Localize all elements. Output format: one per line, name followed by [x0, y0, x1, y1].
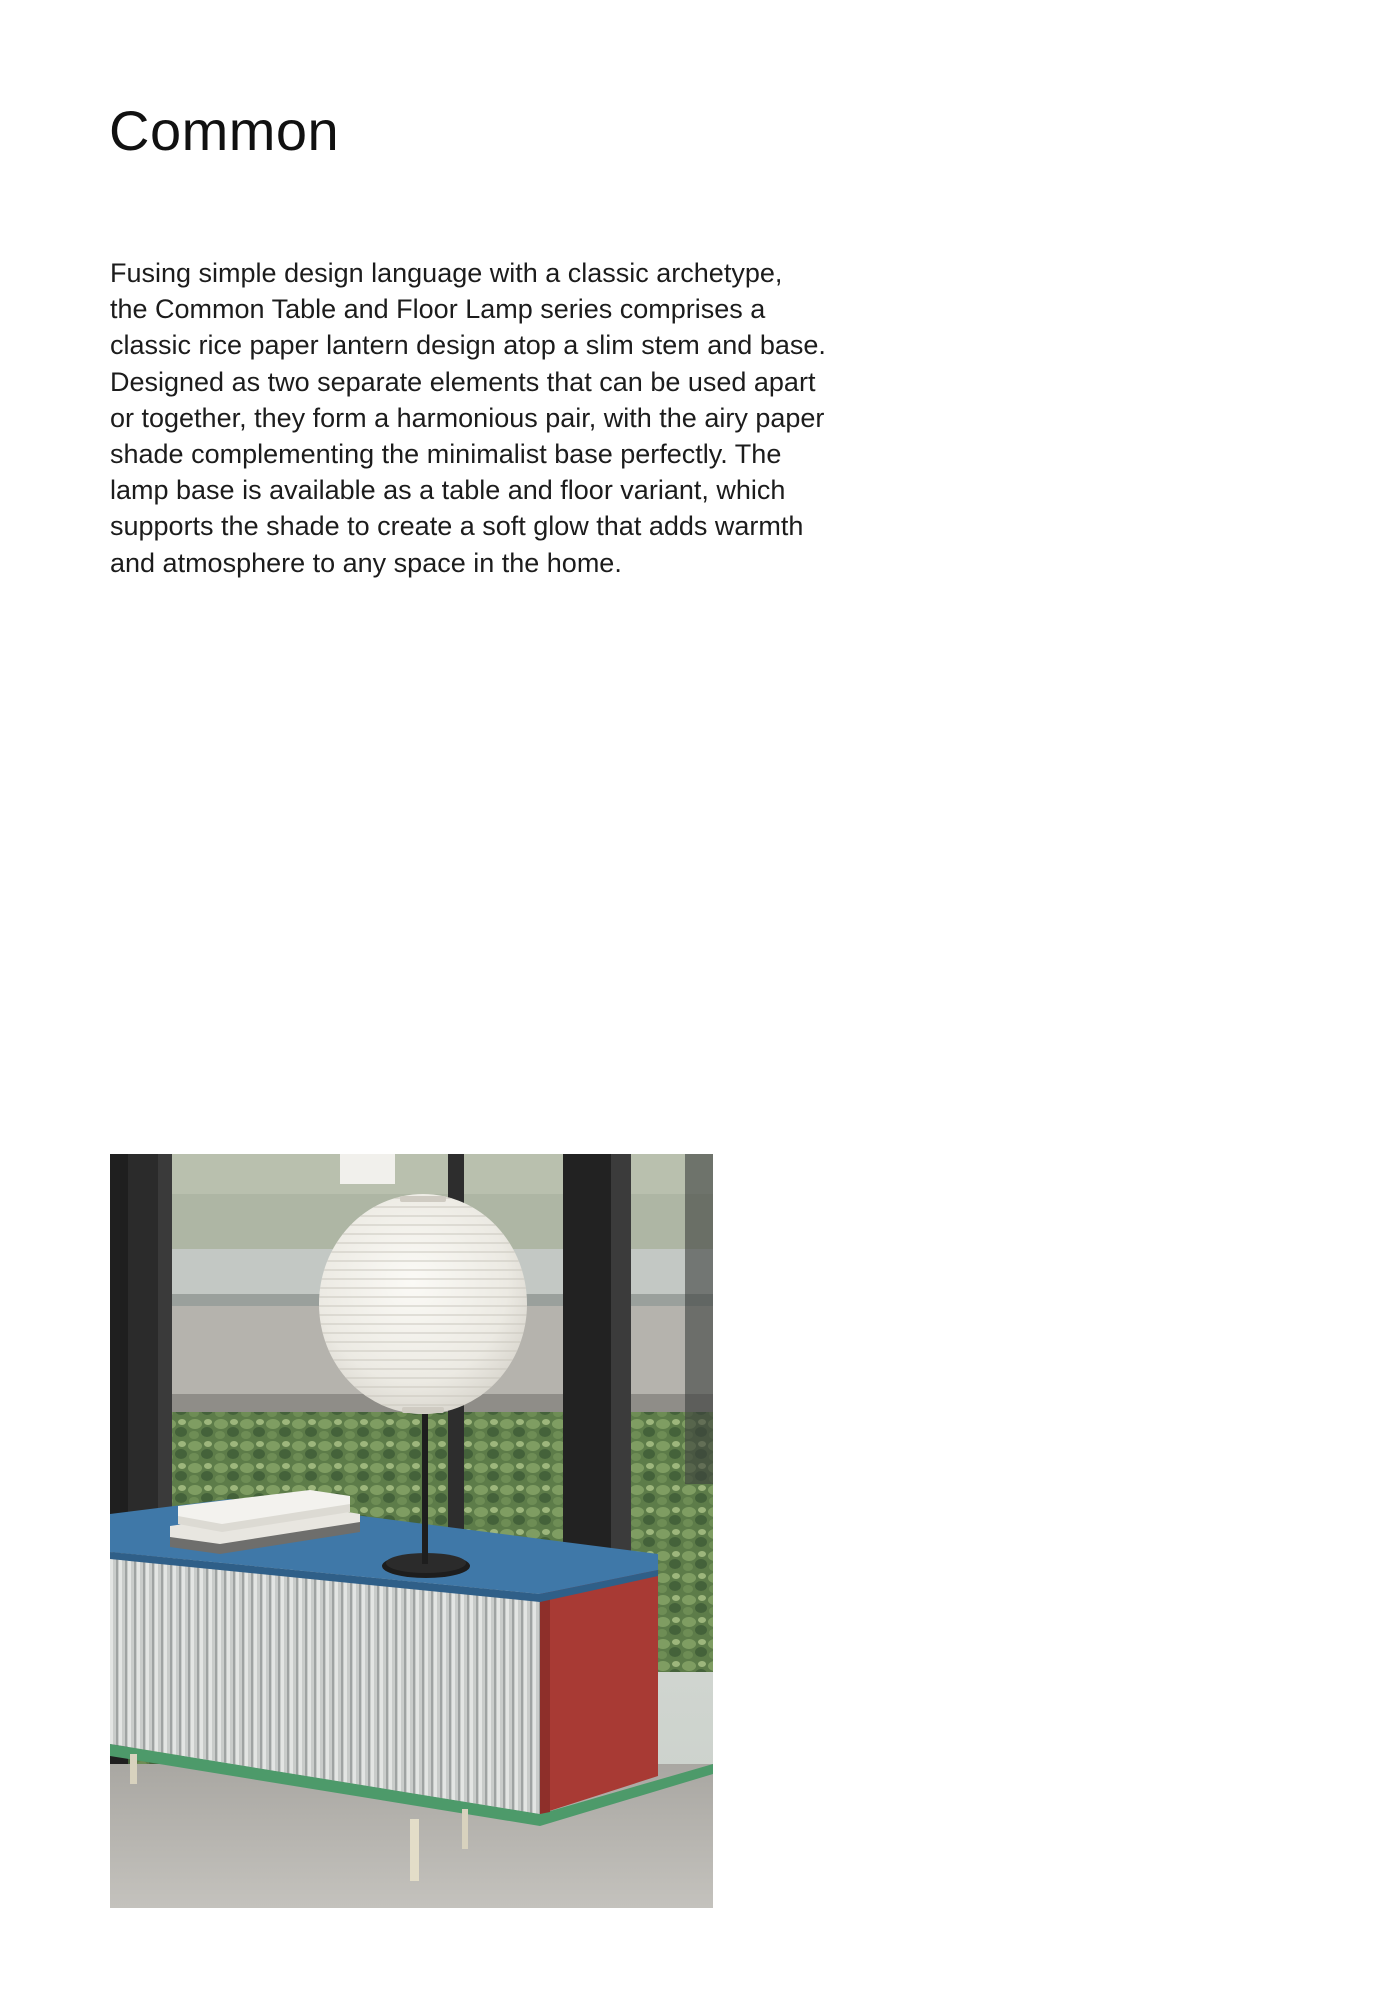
lamp-on-sideboard-photo: [110, 1154, 713, 1908]
body-paragraph: [110, 255, 910, 581]
body-line: lamp base is available as a table and floor variant, which: [110, 475, 786, 506]
body-line: Fusing simple design language with a classic archetype,: [110, 258, 783, 288]
body-line: classic rice paper lantern design atop a slim stem and base.: [110, 330, 826, 361]
body-line: shade complementing the minimalist base perfectly. The: [110, 439, 782, 470]
body-line: Designed as two separate elements that can be used apart: [110, 366, 816, 397]
page-title: Common: [109, 99, 340, 162]
body-line: and atmosphere to any space in the home.: [110, 547, 622, 578]
body-line: or together, they form a harmonious pair, with the airy paper: [110, 402, 825, 433]
body-line: supports the shade to create a soft glow that adds warmth: [110, 511, 804, 542]
body-line: the Common Table and Floor Lamp series comprises a: [110, 294, 766, 325]
